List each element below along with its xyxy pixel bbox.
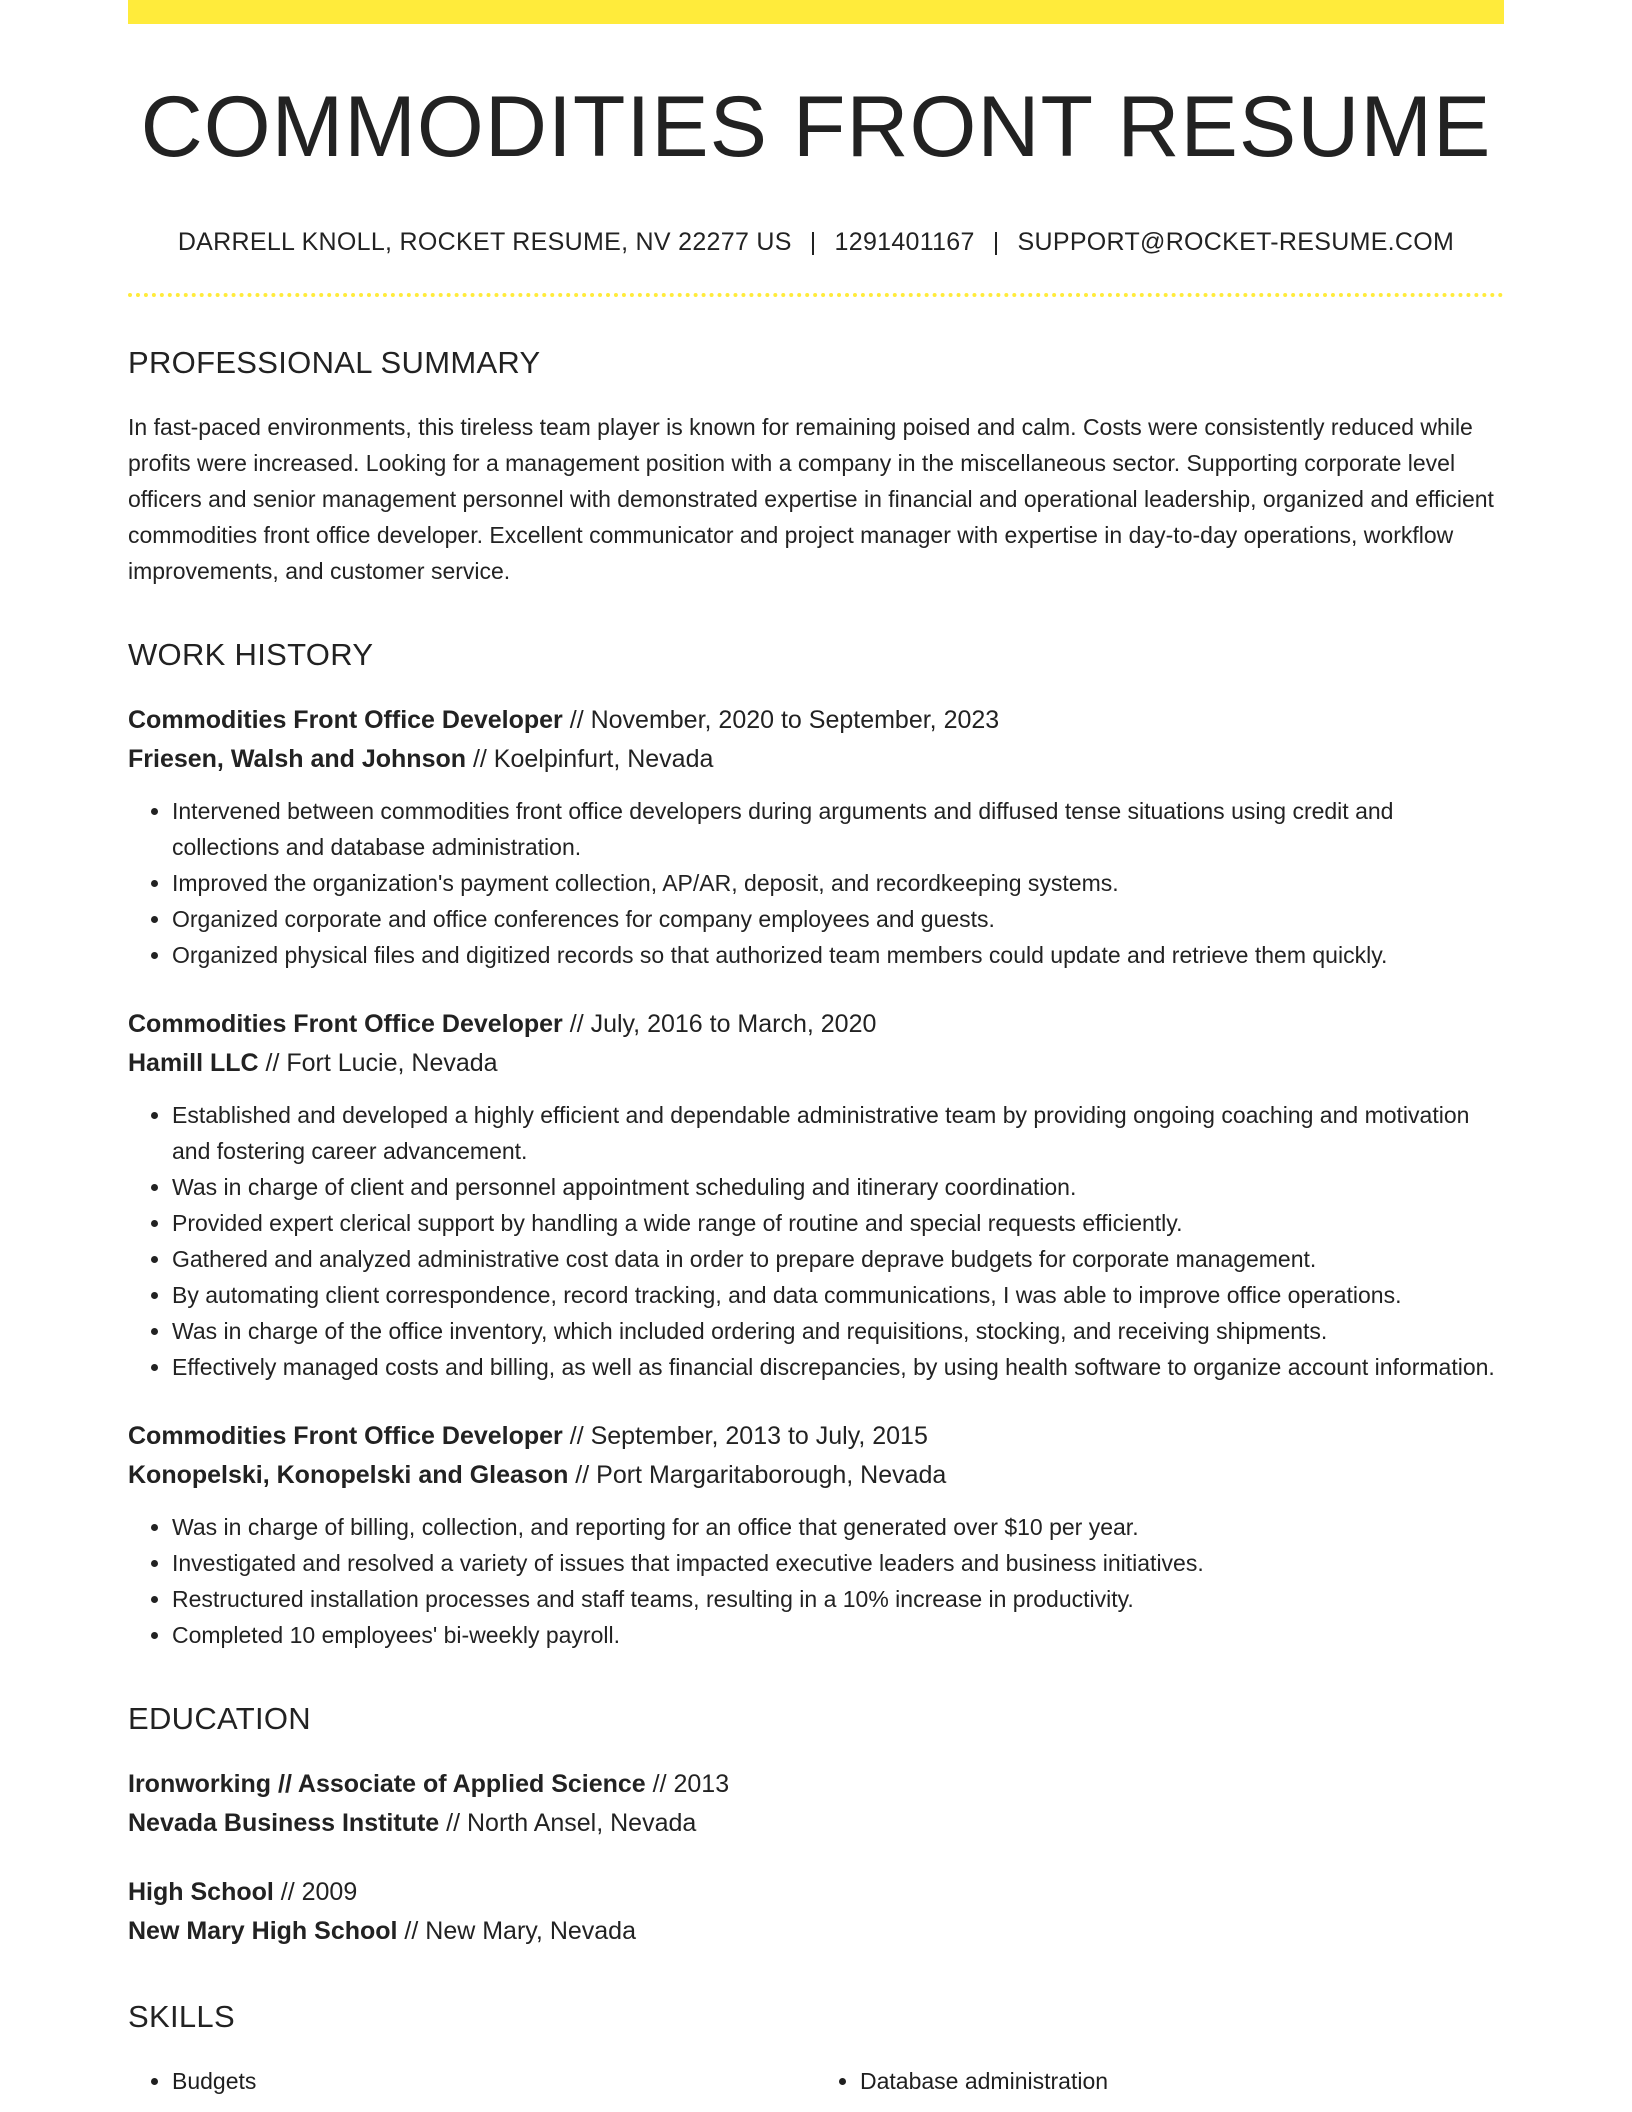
work-history-heading: WORK HISTORY bbox=[128, 637, 374, 672]
job-dates: // September, 2013 to July, 2015 bbox=[562, 1422, 928, 1450]
job-title-line bbox=[128, 1417, 1504, 1456]
list-item: • Effectively managed costs and billing, as well as financial discrepancies, by using health software to organize account information. bbox=[172, 1349, 1504, 1385]
contact-address: DARRELL KNOLL, ROCKET RESUME, NV 22277 US bbox=[177, 228, 792, 256]
job-dates: // November, 2020 to September, 2023 bbox=[562, 706, 1000, 734]
summary-heading: PROFESSIONAL SUMMARY bbox=[128, 345, 541, 380]
job-company-line bbox=[128, 1044, 1504, 1083]
degree: High School bbox=[128, 1878, 274, 1906]
list-item: • Improved the organization's payment collection, AP/AR, deposit, and recordkeeping systems. bbox=[172, 865, 1504, 901]
job-dates: // July, 2016 to March, 2020 bbox=[562, 1010, 877, 1038]
job-company: Friesen, Walsh and Johnson bbox=[128, 745, 467, 773]
job-title: Commodities Front Office Developer bbox=[128, 1010, 563, 1038]
dotted-divider bbox=[128, 293, 1504, 297]
skills-column-left bbox=[172, 2063, 816, 2099]
school-name: Nevada Business Institute bbox=[128, 1809, 440, 1837]
job-title-line bbox=[128, 701, 1504, 740]
job-location: // Koelpinfurt, Nevada bbox=[466, 745, 714, 773]
list-item: • Completed 10 employees' bi-weekly payroll. bbox=[172, 1617, 1504, 1653]
school-location: // North Ansel, Nevada bbox=[439, 1809, 697, 1837]
job-entry bbox=[128, 1005, 1504, 1385]
skills-list bbox=[128, 2063, 1504, 2099]
contact-email: SUPPORT@ROCKET-RESUME.COM bbox=[1017, 228, 1455, 256]
resume-page bbox=[128, 0, 1504, 2099]
school-name: New Mary High School bbox=[128, 1917, 398, 1945]
summary-text: In fast-paced environments, this tireless team player is known for remaining poised and calm. Costs were consistently reduced while profits were increased. Looking for a management position with a company in the miscellaneous sector. Supporting corporate level officers and senior management personnel with demonstrated expertise in financial and operational leadership, organized and efficient commodities front office developer. Excellent communicator and project manager with expertise in day-to-day operations, workflow improvements, and customer service. bbox=[128, 414, 1494, 584]
job-company: Hamill LLC bbox=[128, 1049, 259, 1077]
job-entry bbox=[128, 1417, 1504, 1653]
list-item: • Established and developed a highly efficient and dependable administrative team by providing ongoing coaching and motivation and fostering career advancement. bbox=[172, 1097, 1504, 1169]
job-company: Konopelski, Konopelski and Gleason bbox=[128, 1461, 569, 1489]
job-location: // Fort Lucie, Nevada bbox=[258, 1049, 498, 1077]
skill-item: • Budgets bbox=[172, 2063, 816, 2099]
list-item: • Was in charge of the office inventory, which included ordering and requisitions, stocking, and receiving shipments. bbox=[172, 1313, 1504, 1349]
list-item: • Was in charge of client and personnel appointment scheduling and itinerary coordination. bbox=[172, 1169, 1504, 1205]
list-item: • Restructured installation processes and staff teams, resulting in a 10% increase in productivity. bbox=[172, 1581, 1504, 1617]
job-title-line bbox=[128, 1005, 1504, 1044]
job-bullets bbox=[172, 1509, 1504, 1653]
job-location: // Port Margaritaborough, Nevada bbox=[568, 1461, 947, 1489]
school-location: // New Mary, Nevada bbox=[397, 1917, 636, 1945]
top-accent-bar bbox=[128, 0, 1504, 24]
degree-year: // 2013 bbox=[645, 1770, 730, 1798]
degree: Ironworking // Associate of Applied Science bbox=[128, 1770, 646, 1798]
job-entry bbox=[128, 701, 1504, 973]
skills-column-right bbox=[860, 2063, 1504, 2099]
degree-line bbox=[128, 1765, 1504, 1804]
degree-year: // 2009 bbox=[273, 1878, 358, 1906]
job-title: Commodities Front Office Developer bbox=[128, 706, 563, 734]
list-item: • Gathered and analyzed administrative cost data in order to prepare deprave budgets for corporate management. bbox=[172, 1241, 1504, 1277]
job-company-line bbox=[128, 740, 1504, 779]
job-bullets bbox=[172, 1097, 1504, 1385]
skills-heading: SKILLS bbox=[128, 1999, 235, 2034]
contact-separator: | bbox=[992, 228, 1000, 256]
job-company-line bbox=[128, 1456, 1504, 1495]
school-line bbox=[128, 1912, 1504, 1951]
list-item: • Was in charge of billing, collection, and reporting for an office that generated over $10 per year. bbox=[172, 1509, 1504, 1545]
list-item: • Investigated and resolved a variety of issues that impacted executive leaders and business initiatives. bbox=[172, 1545, 1504, 1581]
job-title: Commodities Front Office Developer bbox=[128, 1422, 563, 1450]
list-item: • Provided expert clerical support by handling a wide range of routine and special requests efficiently. bbox=[172, 1205, 1504, 1241]
list-item: • By automating client correspondence, record tracking, and data communications, I was able to improve office operations. bbox=[172, 1277, 1504, 1313]
education-entry bbox=[128, 1873, 1504, 1951]
list-item: • Organized corporate and office conferences for company employees and guests. bbox=[172, 901, 1504, 937]
job-bullets bbox=[172, 793, 1504, 973]
contact-line bbox=[128, 228, 1504, 257]
education-entry bbox=[128, 1765, 1504, 1843]
list-item: • Organized physical files and digitized records so that authorized team members could update and retrieve them quickly. bbox=[172, 937, 1504, 973]
resume-title: COMMODITIES FRONT RESUME bbox=[140, 79, 1492, 175]
contact-separator: | bbox=[809, 228, 817, 256]
education-heading: EDUCATION bbox=[128, 1701, 311, 1736]
contact-phone: 1291401167 bbox=[834, 228, 975, 256]
degree-line bbox=[128, 1873, 1504, 1912]
list-item: • Intervened between commodities front office developers during arguments and diffused tense situations using credit and collections and database administration. bbox=[172, 793, 1504, 865]
skill-item: • Database administration bbox=[860, 2063, 1504, 2099]
school-line bbox=[128, 1804, 1504, 1843]
